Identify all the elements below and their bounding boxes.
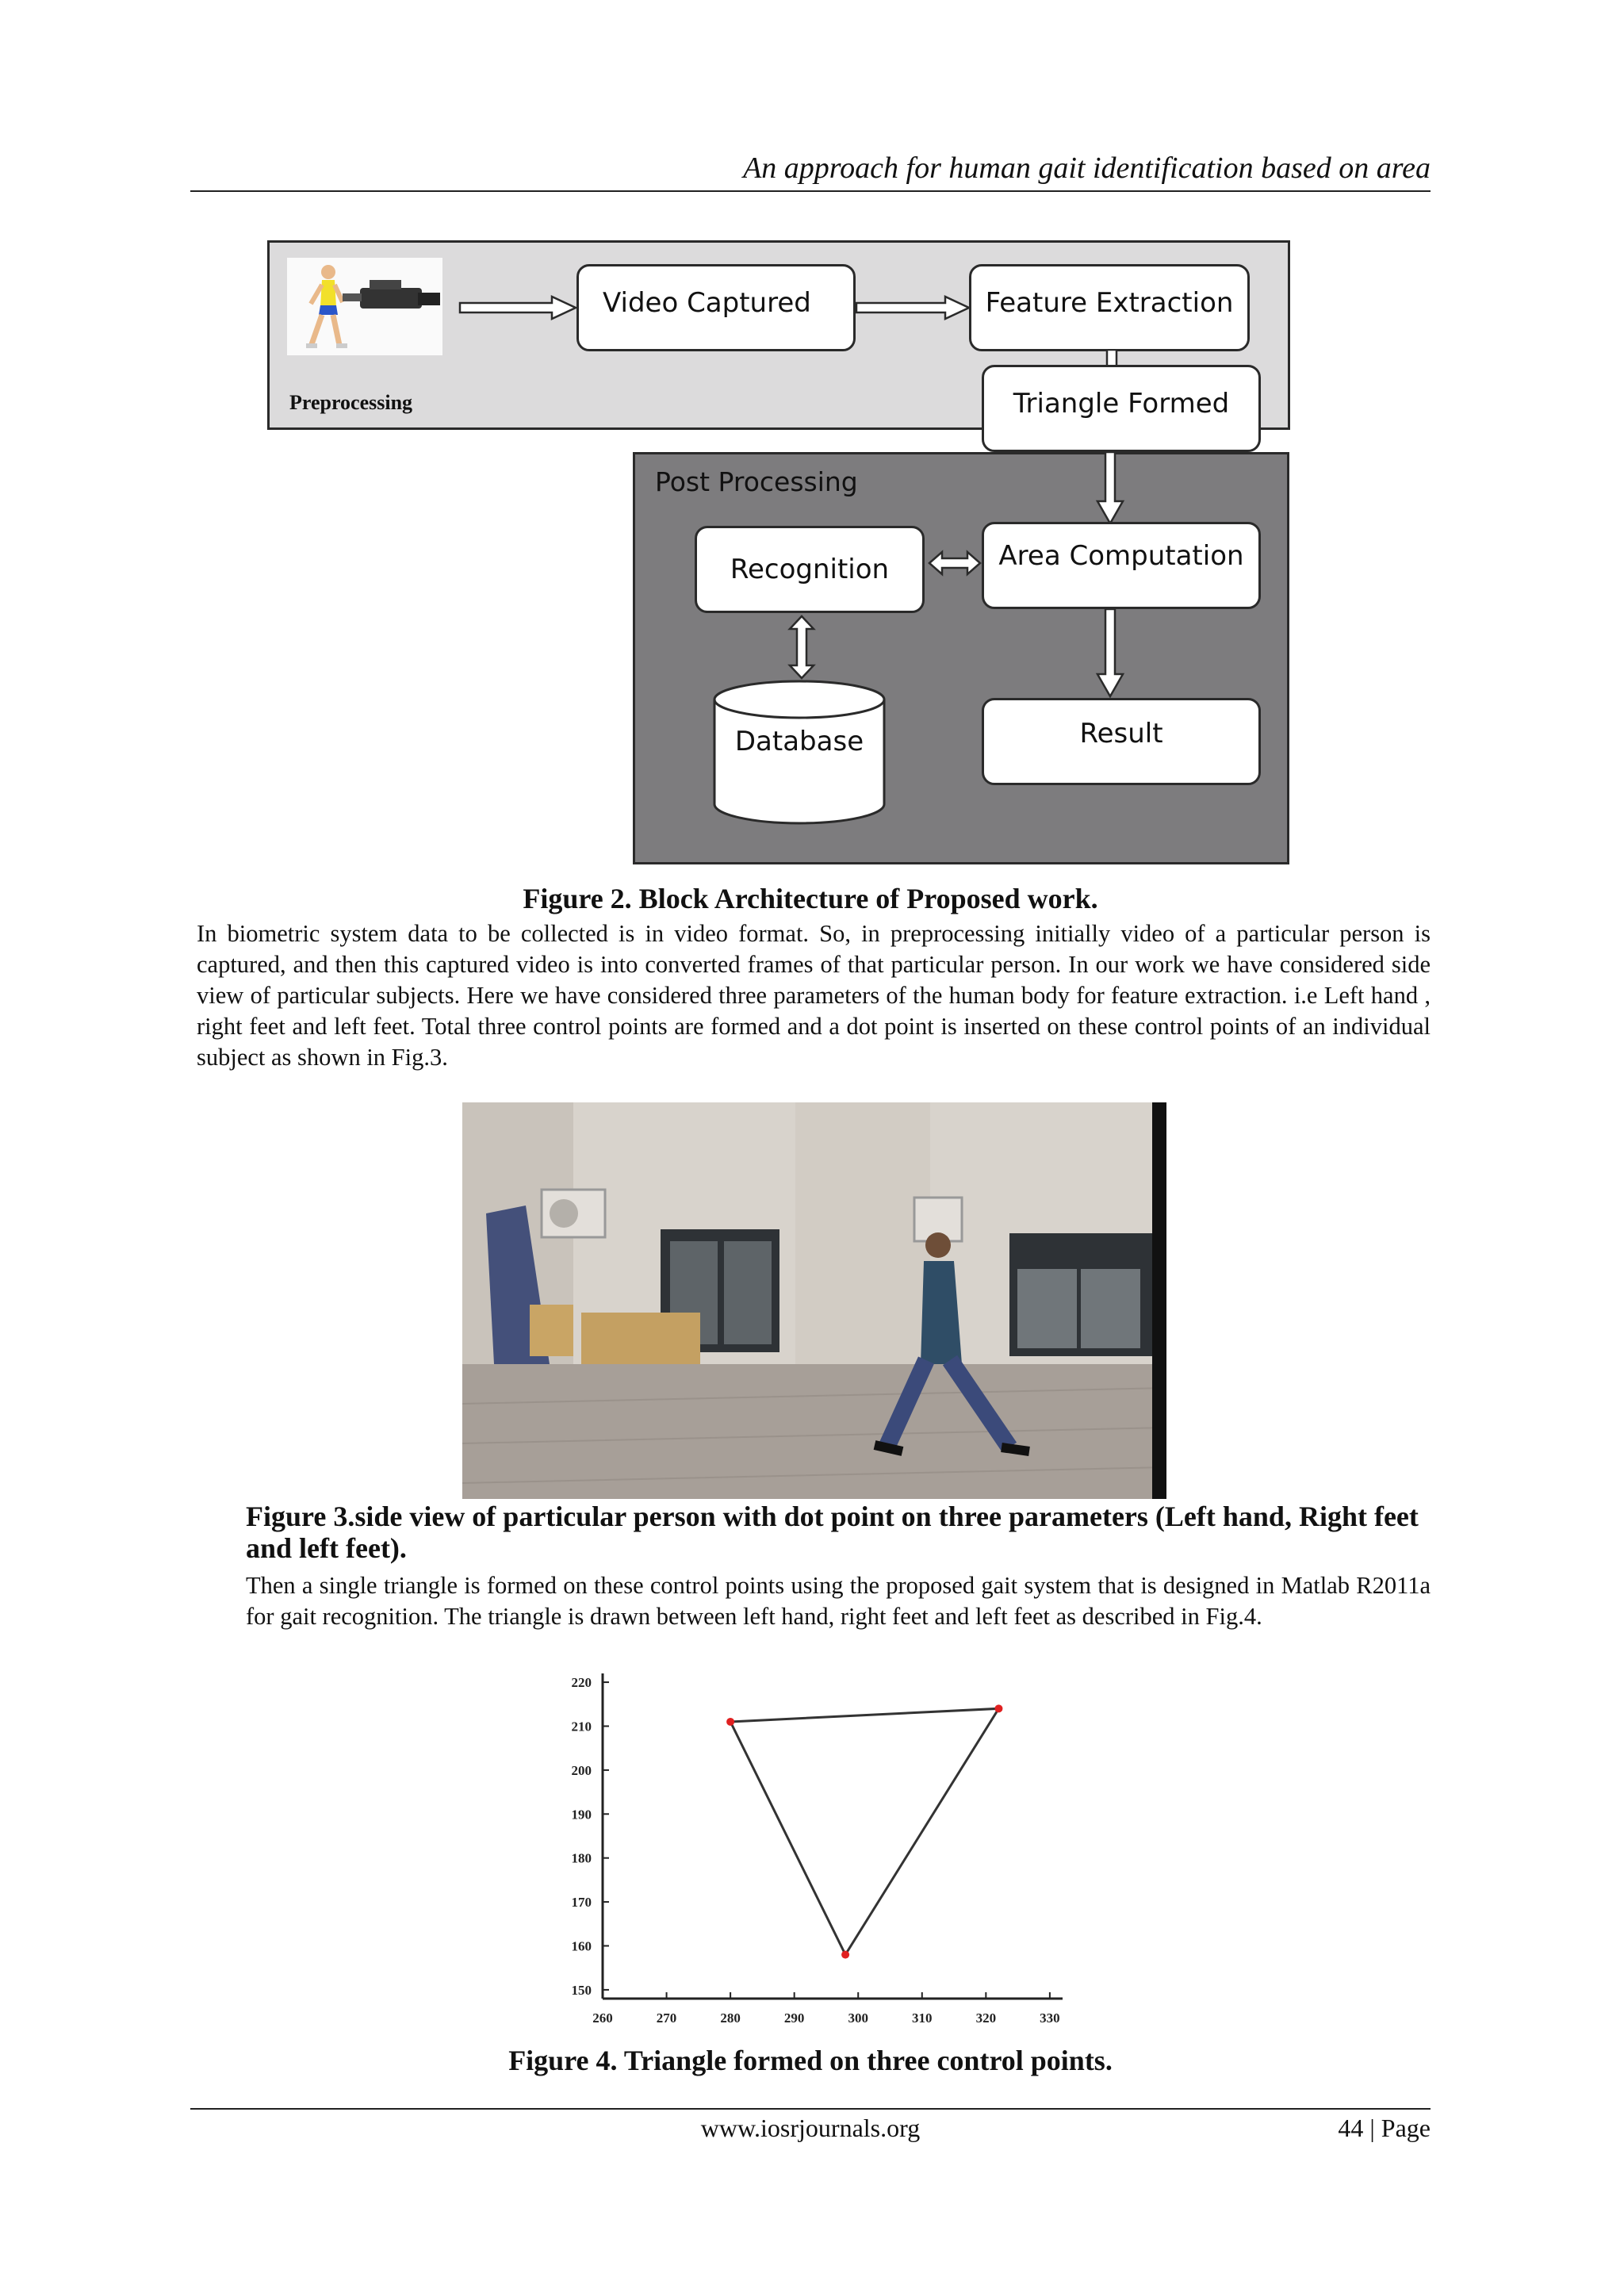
figure2-caption: Figure 2. Block Architecture of Proposed work.	[523, 883, 1098, 914]
triangle-chart	[539, 1665, 1078, 2030]
figure3-caption: Figure 3.side view of particular person with dot point on three parameters (Left hand, Right feet and left feet).	[246, 1501, 1419, 1564]
recognition-box: Recognition	[695, 526, 925, 613]
x-tick-label: 310	[912, 2010, 933, 2026]
control-point	[994, 1704, 1002, 1712]
x-tick-label: 280	[720, 2010, 741, 2026]
post-processing-label: Post Processing	[655, 466, 858, 497]
triangle-formed-box: Triangle Formed	[982, 365, 1261, 452]
y-tick-label: 200	[571, 1762, 592, 1778]
x-tick-label: 300	[848, 2010, 868, 2026]
x-tick-label: 260	[592, 2010, 613, 2026]
y-tick-label: 150	[571, 1982, 592, 1998]
y-tick-label: 210	[571, 1719, 592, 1734]
control-point	[841, 1951, 849, 1959]
header-rule	[190, 190, 1431, 192]
y-tick-label: 170	[571, 1895, 592, 1911]
arrow-to-video-captured	[458, 293, 579, 322]
arrow-to-area-computation	[1094, 452, 1126, 525]
y-tick-label: 190	[571, 1807, 592, 1823]
area-computation-box: Area Computation	[982, 522, 1261, 609]
footer-rule	[190, 2108, 1431, 2110]
body-paragraph-1: In biometric system data to be collected is in video format. So, in preprocessing initially video of a particular person is captured, and then this captured video is into converted frames of that particular person. In our work we have considered side view of particular subjects. Here we have considered three parameters of the human body for feature extraction. i.e Left hand , right feet and left feet. Total three control points are formed and a dot point is inserted on these control points of an individual subject as shown in Fig.3.	[197, 920, 1431, 1071]
footer-website: www.iosrjournals.org	[700, 2114, 921, 2142]
figure4-caption: Figure 4. Triangle formed on three control points.	[508, 2045, 1113, 2076]
side-view-walking-photo	[462, 1102, 1166, 1499]
walking-person-photo-illustration	[462, 1102, 1166, 1499]
video-camera-icon	[343, 280, 440, 309]
video-captured-box: Video Captured	[576, 264, 856, 351]
database-label: Database	[734, 726, 864, 757]
y-tick-label: 180	[571, 1850, 592, 1866]
x-tick-label: 270	[656, 2010, 677, 2026]
control-point	[726, 1718, 734, 1726]
footer-page-number: 44 | Page	[1338, 2114, 1431, 2142]
triangle-outline	[730, 1708, 998, 1954]
body-paragraph-2: Then a single triangle is formed on these control points using the proposed gait system that is designed in Matlab R2011a for gait recognition. The triangle is drawn between left hand, right feet and left feet as described in Fig.4.	[246, 1572, 1431, 1630]
preprocessing-label: Preprocessing	[289, 391, 413, 414]
x-tick-label: 330	[1040, 2010, 1060, 2026]
y-tick-label: 220	[571, 1675, 592, 1691]
result-box: Result	[982, 698, 1261, 785]
arrow-to-feature-extraction	[855, 293, 972, 322]
x-tick-label: 320	[975, 2010, 997, 2026]
arrow-to-result	[1094, 609, 1126, 698]
walker-camera-illustration	[287, 258, 442, 355]
y-tick-label: 160	[571, 1938, 592, 1954]
x-tick-label: 290	[783, 2010, 805, 2026]
feature-extraction-box: Feature Extraction	[969, 264, 1250, 351]
arrow-recognition-area-computation	[928, 549, 982, 577]
walking-person-icon	[287, 258, 442, 355]
arrow-recognition-database	[787, 615, 817, 680]
running-title: An approach for human gait identification based on area	[743, 151, 1431, 185]
